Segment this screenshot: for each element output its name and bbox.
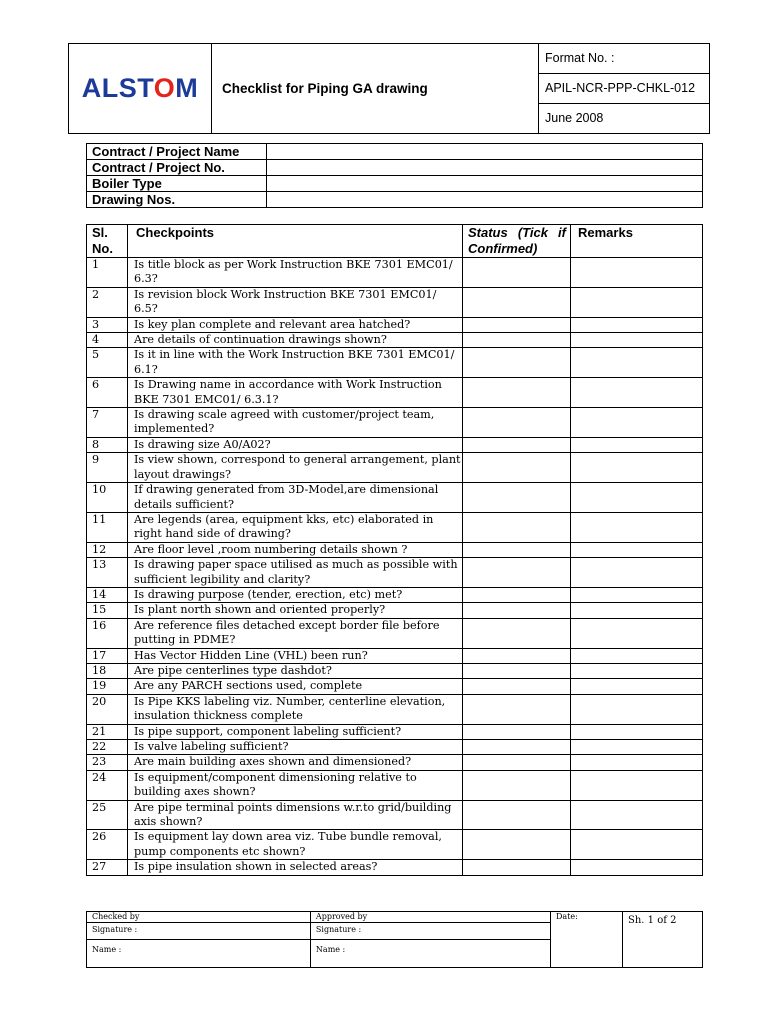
checklist-status-cell[interactable] <box>463 830 571 860</box>
checklist-checkpoint: Are floor level ,room numbering details shown ? <box>128 542 463 557</box>
checklist-row <box>87 603 703 618</box>
checklist-row <box>87 333 703 348</box>
checklist-row <box>87 483 703 513</box>
checklist-row <box>87 830 703 860</box>
checklist-row <box>87 317 703 332</box>
checklist-sl-no: 10 <box>87 483 128 513</box>
checklist-remarks-cell[interactable] <box>571 333 703 348</box>
checklist-checkpoint: Is title block as per Work Instruction BKE 7301 EMC01/ 6.3? <box>128 258 463 288</box>
checklist-remarks-cell[interactable] <box>571 287 703 317</box>
checklist-status-cell[interactable] <box>463 648 571 663</box>
header-remarks: Remarks <box>571 225 703 258</box>
checklist-row <box>87 587 703 602</box>
checklist-remarks-cell[interactable] <box>571 860 703 875</box>
header-sl-no: Sl. No. <box>87 225 128 258</box>
checklist-status-cell[interactable] <box>463 603 571 618</box>
project-info-row <box>87 160 703 176</box>
checklist-row <box>87 348 703 378</box>
checklist-remarks-cell[interactable] <box>571 317 703 332</box>
checklist-checkpoint: Is it in line with the Work Instruction BKE 7301 EMC01/ 6.1? <box>128 348 463 378</box>
document-title: Checklist for Piping GA drawing <box>212 44 539 134</box>
checklist-sl-no: 18 <box>87 663 128 678</box>
checklist-remarks-cell[interactable] <box>571 603 703 618</box>
project-info-label: Boiler Type <box>87 176 267 192</box>
checklist-remarks-cell[interactable] <box>571 724 703 739</box>
checklist-checkpoint: Is view shown, correspond to general arrangement, plant layout drawings? <box>128 453 463 483</box>
checklist-sl-no: 5 <box>87 348 128 378</box>
checklist-row <box>87 860 703 875</box>
checklist-remarks-cell[interactable] <box>571 800 703 830</box>
checklist-status-cell[interactable] <box>463 258 571 288</box>
alstom-logo: ALSTOM <box>69 44 212 134</box>
checklist-status-cell[interactable] <box>463 679 571 694</box>
checklist-status-cell[interactable] <box>463 740 571 755</box>
checklist-remarks-cell[interactable] <box>571 437 703 452</box>
checklist-status-cell[interactable] <box>463 558 571 588</box>
checklist-sl-no: 2 <box>87 287 128 317</box>
checklist-remarks-cell[interactable] <box>571 587 703 602</box>
checklist-row <box>87 258 703 288</box>
checklist-status-cell[interactable] <box>463 348 571 378</box>
approved-by-label: Approved by <box>310 912 550 923</box>
checklist-remarks-cell[interactable] <box>571 679 703 694</box>
project-info-row <box>87 192 703 208</box>
checklist-sl-no: 16 <box>87 618 128 648</box>
checklist-remarks-cell[interactable] <box>571 558 703 588</box>
checklist-row <box>87 694 703 724</box>
checklist-remarks-cell[interactable] <box>571 740 703 755</box>
checklist-status-cell[interactable] <box>463 317 571 332</box>
format-block <box>539 44 710 134</box>
checklist-sl-no: 27 <box>87 860 128 875</box>
checklist-sl-no: 15 <box>87 603 128 618</box>
checklist-checkpoint: Are legends (area, equipment kks, etc) elaborated in right hand side of drawing? <box>128 512 463 542</box>
checklist-sl-no: 1 <box>87 258 128 288</box>
checklist-sl-no: 20 <box>87 694 128 724</box>
checklist-row <box>87 512 703 542</box>
checklist-remarks-cell[interactable] <box>571 663 703 678</box>
project-info-row <box>87 144 703 160</box>
document-header <box>68 43 710 134</box>
checklist-checkpoint: Are details of continuation drawings shown? <box>128 333 463 348</box>
checklist-status-cell[interactable] <box>463 770 571 800</box>
checklist-row <box>87 740 703 755</box>
checked-name-field[interactable]: Name : <box>87 940 311 968</box>
checklist-sl-no: 13 <box>87 558 128 588</box>
checklist-checkpoint: Is equipment/component dimensioning relative to building axes shown? <box>128 770 463 800</box>
checklist-sl-no: 21 <box>87 724 128 739</box>
checklist-checkpoint: Is key plan complete and relevant area hatched? <box>128 317 463 332</box>
project-info-value[interactable] <box>267 144 703 160</box>
checklist-remarks-cell[interactable] <box>571 830 703 860</box>
checklist-row <box>87 770 703 800</box>
checklist-remarks-cell[interactable] <box>571 618 703 648</box>
checklist-sl-no: 23 <box>87 755 128 770</box>
format-date: June 2008 <box>545 111 604 125</box>
checklist-sl-no: 19 <box>87 679 128 694</box>
checklist-status-cell[interactable] <box>463 618 571 648</box>
header-checkpoints: Checkpoints <box>128 225 463 258</box>
checklist-status-cell[interactable] <box>463 755 571 770</box>
checklist-checkpoint: Are any PARCH sections used, complete <box>128 679 463 694</box>
checklist-sl-no: 4 <box>87 333 128 348</box>
checklist-status-cell[interactable] <box>463 800 571 830</box>
checklist-sl-no: 11 <box>87 512 128 542</box>
checklist-sl-no: 7 <box>87 408 128 438</box>
checklist-checkpoint: Is drawing size A0/A02? <box>128 437 463 452</box>
checklist-sl-no: 6 <box>87 378 128 408</box>
checklist-sl-no: 22 <box>87 740 128 755</box>
checklist-status-cell[interactable] <box>463 542 571 557</box>
header-status: Status (Tick if Confirmed) <box>463 225 571 258</box>
checklist-checkpoint: Is Pipe KKS labeling viz. Number, centerline elevation, insulation thickness complete <box>128 694 463 724</box>
project-info-label: Contract / Project No. <box>87 160 267 176</box>
checklist-row <box>87 378 703 408</box>
checked-by-label: Checked by <box>87 912 311 923</box>
checklist-status-cell[interactable] <box>463 663 571 678</box>
checklist-sl-no: 12 <box>87 542 128 557</box>
format-number: APIL-NCR-PPP-CHKL-012 <box>539 73 709 104</box>
checklist-remarks-cell[interactable] <box>571 770 703 800</box>
project-info-table <box>86 143 703 208</box>
approved-name-field[interactable]: Name : <box>310 940 550 968</box>
checklist-checkpoint: Is drawing paper space utilised as much as possible with sufficient legibility and clarity? <box>128 558 463 588</box>
checklist-remarks-cell[interactable] <box>571 408 703 438</box>
checklist-status-cell[interactable] <box>463 333 571 348</box>
checklist-remarks-cell[interactable] <box>571 348 703 378</box>
checklist-status-cell[interactable] <box>463 378 571 408</box>
date-field[interactable]: Date: <box>551 912 623 968</box>
checklist-status-cell[interactable] <box>463 724 571 739</box>
checklist-remarks-cell[interactable] <box>571 453 703 483</box>
checklist-header-row <box>87 225 703 258</box>
checklist-row <box>87 437 703 452</box>
project-info-label: Drawing Nos. <box>87 192 267 208</box>
checklist-sl-no: 9 <box>87 453 128 483</box>
checklist-row <box>87 542 703 557</box>
checklist-remarks-cell[interactable] <box>571 378 703 408</box>
checklist-checkpoint: Is drawing purpose (tender, erection, etc) met? <box>128 587 463 602</box>
checklist-table <box>86 224 703 876</box>
checklist-remarks-cell[interactable] <box>571 542 703 557</box>
checklist-remarks-cell[interactable] <box>571 755 703 770</box>
project-info-value[interactable] <box>267 176 703 192</box>
checklist-status-cell[interactable] <box>463 287 571 317</box>
checklist-checkpoint: Is Drawing name in accordance with Work Instruction BKE 7301 EMC01/ 6.3.1? <box>128 378 463 408</box>
checklist-row <box>87 724 703 739</box>
checklist-status-cell[interactable] <box>463 587 571 602</box>
checklist-row <box>87 800 703 830</box>
checklist-sl-no: 17 <box>87 648 128 663</box>
checklist-row <box>87 618 703 648</box>
checklist-sl-no: 24 <box>87 770 128 800</box>
checklist-checkpoint: Is pipe support, component labeling sufficient? <box>128 724 463 739</box>
checklist-checkpoint: Is equipment lay down area viz. Tube bundle removal, pump components etc shown? <box>128 830 463 860</box>
checklist-remarks-cell[interactable] <box>571 694 703 724</box>
checklist-row <box>87 648 703 663</box>
checked-signature-field[interactable]: Signature : <box>87 923 311 940</box>
sheet-number: Sh. 1 of 2 <box>623 912 703 968</box>
checklist-row <box>87 679 703 694</box>
checklist-remarks-cell[interactable] <box>571 483 703 513</box>
checklist-status-cell[interactable] <box>463 512 571 542</box>
checklist-checkpoint: If drawing generated from 3D-Model,are dimensional details sufficient? <box>128 483 463 513</box>
project-info-row <box>87 176 703 192</box>
checklist-row <box>87 287 703 317</box>
checklist-sl-no: 14 <box>87 587 128 602</box>
checklist-sl-no: 3 <box>87 317 128 332</box>
checklist-row <box>87 755 703 770</box>
checklist-sl-no: 26 <box>87 830 128 860</box>
checklist-sl-no: 8 <box>87 437 128 452</box>
checklist-row <box>87 558 703 588</box>
checklist-checkpoint: Are reference files detached except border file before putting in PDME? <box>128 618 463 648</box>
checklist-checkpoint: Are pipe centerlines type dashdot? <box>128 663 463 678</box>
checklist-row <box>87 408 703 438</box>
checklist-checkpoint: Are pipe terminal points dimensions w.r.to grid/building axis shown? <box>128 800 463 830</box>
checklist-checkpoint: Is revision block Work Instruction BKE 7301 EMC01/ 6.5? <box>128 287 463 317</box>
checklist-checkpoint: Is plant north shown and oriented properly? <box>128 603 463 618</box>
format-label: Format No. : <box>545 51 615 65</box>
checklist-checkpoint: Is pipe insulation shown in selected areas? <box>128 860 463 875</box>
checklist-checkpoint: Is drawing scale agreed with customer/project team, implemented? <box>128 408 463 438</box>
project-info-value[interactable] <box>267 160 703 176</box>
checklist-checkpoint: Has Vector Hidden Line (VHL) been run? <box>128 648 463 663</box>
signature-footer <box>86 911 703 968</box>
checklist-remarks-cell[interactable] <box>571 258 703 288</box>
checklist-row <box>87 663 703 678</box>
project-info-value[interactable] <box>267 192 703 208</box>
checklist-status-cell[interactable] <box>463 408 571 438</box>
checklist-status-cell[interactable] <box>463 694 571 724</box>
checklist-status-cell[interactable] <box>463 437 571 452</box>
checklist-sl-no: 25 <box>87 800 128 830</box>
checklist-remarks-cell[interactable] <box>571 512 703 542</box>
checklist-status-cell[interactable] <box>463 860 571 875</box>
checklist-status-cell[interactable] <box>463 483 571 513</box>
project-info-label: Contract / Project Name <box>87 144 267 160</box>
checklist-checkpoint: Are main building axes shown and dimensioned? <box>128 755 463 770</box>
checklist-status-cell[interactable] <box>463 453 571 483</box>
approved-signature-field[interactable]: Signature : <box>310 923 550 940</box>
checklist-row <box>87 453 703 483</box>
checklist-checkpoint: Is valve labeling sufficient? <box>128 740 463 755</box>
checklist-remarks-cell[interactable] <box>571 648 703 663</box>
